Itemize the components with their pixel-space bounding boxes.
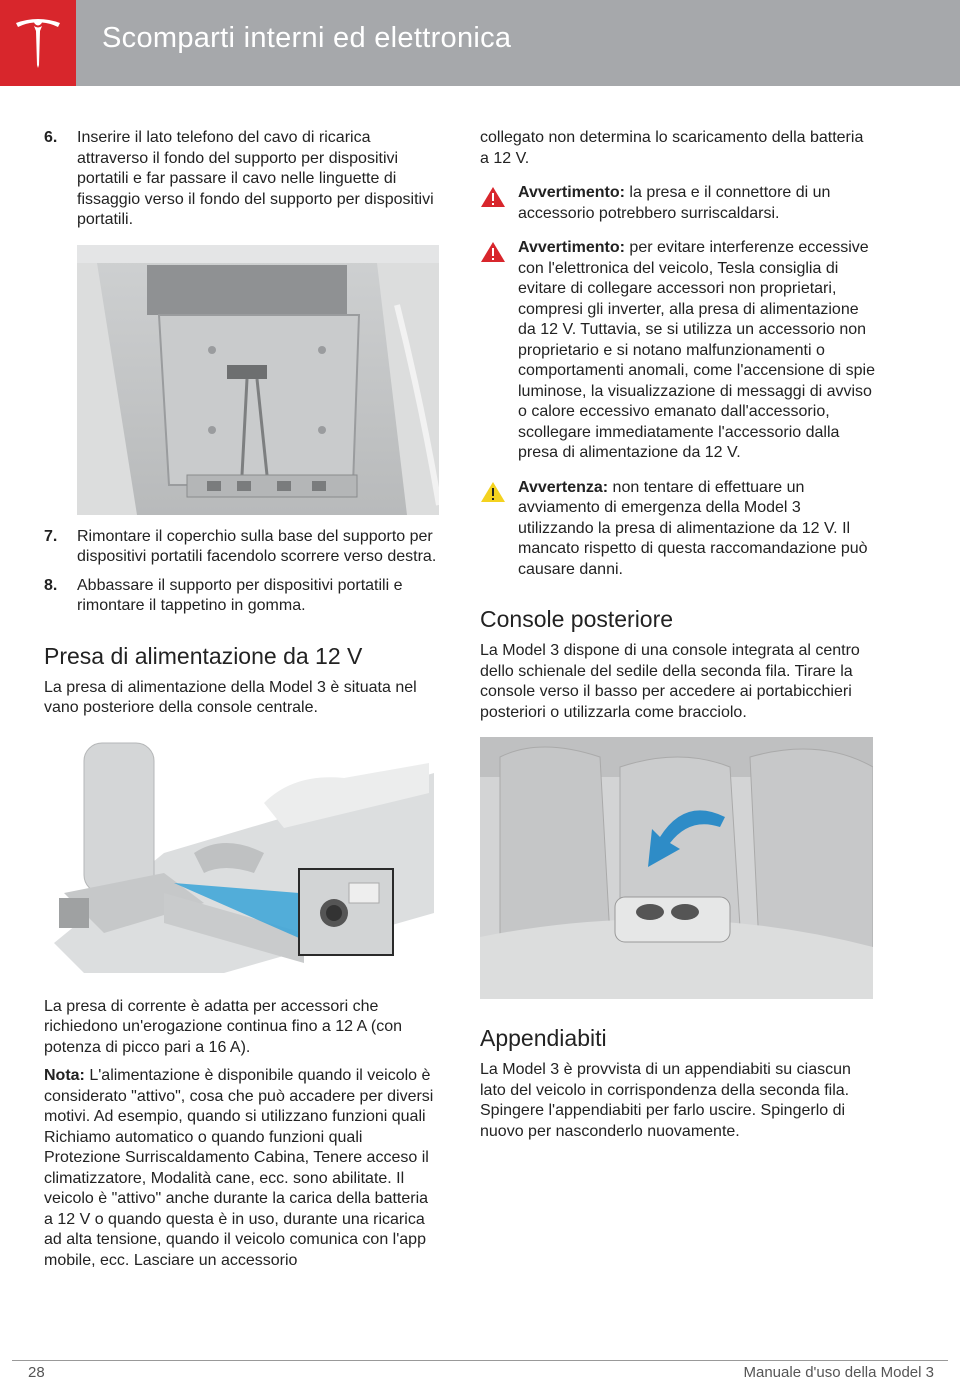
paragraph: La Model 3 dispone di una console integrata al centro dello schienale del sedile della seconda fila. Tirare la console verso il basso per accedere ai portabicchieri posteriori o utilizzarla come bracciolo. — [480, 642, 860, 721]
warning-triangle-icon — [480, 241, 506, 263]
power-socket-figure — [44, 733, 436, 983]
rear-console-figure — [480, 737, 873, 999]
right-column — [480, 128, 875, 1150]
section-title-hanger: Appendiabiti — [480, 1025, 607, 1051]
page-number: 28 — [28, 1364, 45, 1381]
paragraph: La Model 3 è provvista di un appendiabiti su ciascun lato del veicolo in corrispondenza della seconda fila. Spingere l'appendiabiti per farlo uscire. Spingerlo di nuovo per nasconderlo nuovamente. — [480, 1061, 851, 1140]
section-title-console: Console posteriore — [480, 606, 674, 632]
step-text: Rimontare il coperchio sulla base del supporto per dispositivi portatili facendolo scorrere verso destra. — [77, 527, 437, 565]
paragraph: collegato non determina lo scaricamento della batteria a 12 V. — [480, 129, 864, 167]
tesla-t-icon — [14, 17, 62, 69]
step-text: Inserire il lato telefono del cavo di ricarica attraverso il fondo del supporto per dispositivi portatili e far passare il cavo nelle linguette di fissaggio verso il fondo del supporto per dispositivi portatili. — [77, 129, 434, 228]
caution-text: non tentare di effettuare un avviamento di emergenza della Model 3 utilizzando la presa di alimentazione da 12 V. Il mancato rispetto di questa raccomandazione può causare danni. — [518, 478, 868, 578]
step-number: 6. — [44, 129, 58, 146]
step-6 — [44, 128, 439, 231]
warning-label: Avvertimento: — [518, 184, 625, 201]
page-title: Scomparti interni ed elettronica — [102, 22, 512, 54]
caution-triangle-icon — [480, 481, 506, 503]
paragraph: La presa di corrente è adatta per accessori che richiedono un'erogazione continua fino a 12 A (con potenza di picco pari a 16 A). — [44, 997, 402, 1056]
step-8 — [44, 576, 439, 617]
step-number: 8. — [44, 576, 58, 594]
step-text: Abbassare il supporto per dispositivi portatili e rimontare il tappetino in gomma. — [77, 576, 403, 614]
warning-triangle-icon — [480, 186, 506, 208]
tesla-logo — [0, 0, 76, 86]
note-label: Nota: — [44, 1067, 85, 1084]
caution-label: Avvertenza: — [518, 478, 609, 496]
footer-divider — [12, 1360, 948, 1361]
section-title-12v: Presa di alimentazione da 12 V — [44, 642, 363, 669]
step-number: 7. — [44, 527, 58, 545]
page-header — [0, 0, 960, 86]
warning-1 — [480, 183, 875, 224]
left-column — [44, 128, 439, 1279]
caution — [480, 478, 875, 581]
warning-text: la presa e il connettore di un accessorio potrebbero surriscaldarsi. — [518, 184, 831, 222]
note-text: L'alimentazione è disponibile quando il veicolo è considerato "attivo", cosa che può accadere per diversi motivi. Ad esempio, quando si utilizzano funzioni quali Richiamo automatico o quando funzioni quali Protezione Surriscaldamento Cabina, Tenere acceso il climatizzatore, Modalità cane, ecc. sono abilitate. Il veicolo è "attivo" anche durante la carica della batteria a 12 V o quando questa è in uso, durante una ricarica ad alta tensione, quando il veicolo comunica con l'app mobile, ecc. Lasciare un accessorio — [44, 1067, 434, 1269]
warning-label: Avvertimento: — [518, 239, 625, 256]
footer-title: Manuale d'uso della Model 3 — [743, 1364, 934, 1381]
paragraph: La presa di alimentazione della Model 3 è situata nel vano posteriore della console centrale. — [44, 678, 417, 716]
phone-holder-figure — [77, 245, 439, 515]
step-7 — [44, 527, 439, 568]
note — [44, 1066, 439, 1271]
warning-text: per evitare interferenze eccessive con l'elettronica del veicolo, Tesla consiglia di evitare di collegare accessori non proprietari, compresi gli inverter, alla presa di alimentazione da 12 V. Tuttavia, se si utilizza un accessorio non proprietario e si notano malfunzionamenti o comportamenti anomali, come l'accensione di spie luminose, la visualizzazione di messaggi di avviso o calore eccessivo emanato dall'accessorio, scollegare immediatamente l'accessorio dalla presa di alimentazione da 12 V. — [518, 239, 876, 461]
warning-2 — [480, 238, 875, 464]
